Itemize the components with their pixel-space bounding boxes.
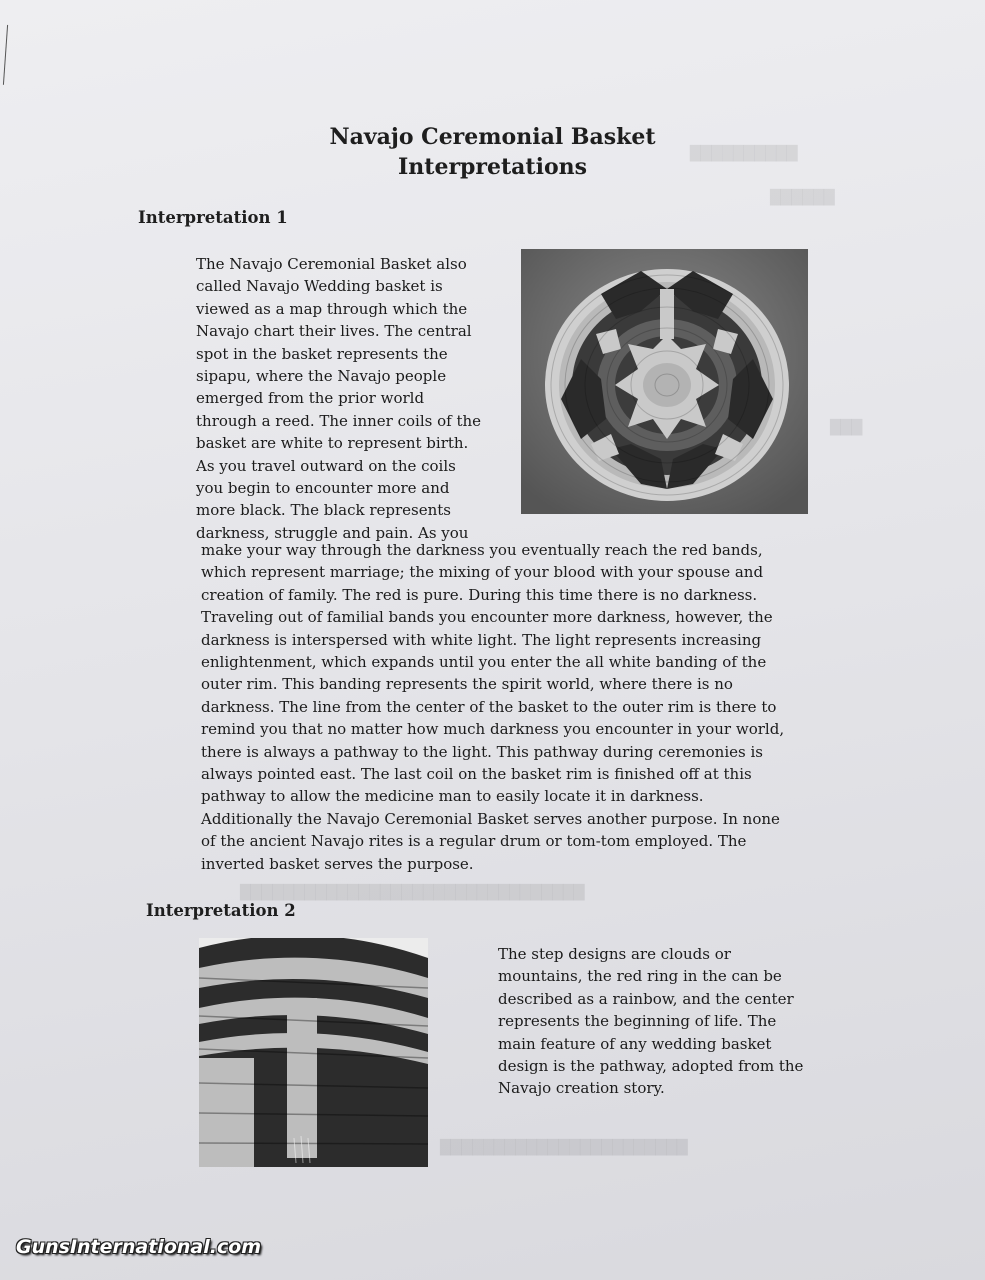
text-line: described as a rainbow, and the center xyxy=(498,989,794,1008)
text-line: you begin to encounter more and xyxy=(196,479,450,498)
text-line: creation of family. The red is pure. During this time there is no darkness. xyxy=(201,585,758,604)
text-line: pathway to allow the medicine man to easily locate it in darkness. xyxy=(201,787,704,806)
text-line: make your way through the darkness you eventually reach the red bands, xyxy=(201,541,763,559)
text-line: of the ancient Navajo rites is a regular drum or tom-tom employed. The xyxy=(201,832,747,851)
title-line-1: Navajo Ceremonial Basket xyxy=(329,124,656,150)
interpretation-2-heading: Interpretation 2 xyxy=(146,901,296,920)
text-line: through a reed. The inner coils of the xyxy=(196,411,482,430)
text-line: darkness. The line from the center of the basket to the outer rim is there to xyxy=(201,697,777,716)
paper-edge-mark xyxy=(3,25,11,85)
text-line: darkness, struggle and pain. As you xyxy=(196,523,469,542)
basket-photo xyxy=(521,249,808,514)
text-line: main feature of any wedding basket xyxy=(498,1034,772,1053)
text-line: called Navajo Wedding basket is xyxy=(196,277,443,296)
text-line: always pointed east. The last coil on the basket rim is finished off at this xyxy=(201,765,752,784)
basket-closeup-photo xyxy=(199,938,428,1167)
text-line: sipapu, where the Navajo people xyxy=(196,367,447,386)
interpretation-2-text xyxy=(498,943,833,1100)
text-line: remind you that no matter how much darkness you encounter in your world, xyxy=(201,720,785,739)
text-line: represents the beginning of life. The xyxy=(498,1012,777,1031)
interpretation-1-full-text xyxy=(201,539,841,875)
text-line: more black. The black represents xyxy=(196,501,452,520)
text-line: enlightenment, which expands until you enter the all white banding of the xyxy=(201,653,767,672)
text-line: As you travel outward on the coils xyxy=(196,456,456,475)
text-line: design is the pathway, adopted from the xyxy=(498,1057,804,1076)
text-line: basket are white to represent birth. xyxy=(196,434,469,453)
text-line: Navajo chart their lives. The central xyxy=(196,322,472,341)
text-line: spot in the basket represents the xyxy=(196,344,448,363)
interpretation-1-wrapped-text xyxy=(196,253,514,544)
text-line: emerged from the prior world xyxy=(196,389,425,408)
watermark-logo: GunsInternational.com xyxy=(16,1236,262,1258)
text-line: The step designs are clouds or xyxy=(498,945,731,963)
text-line: which represent marriage; the mixing of your blood with your spouse and xyxy=(201,563,764,582)
text-line: Additionally the Navajo Ceremonial Basket serves another purpose. In none xyxy=(201,809,780,828)
text-line: viewed as a map through which the xyxy=(196,299,468,318)
basket-illustration xyxy=(521,249,808,514)
text-line: mountains, the red ring in the can be xyxy=(498,967,782,986)
text-line: Navajo creation story. xyxy=(498,1079,665,1098)
text-line: Traveling out of familial bands you encounter more darkness, however, the xyxy=(201,608,773,627)
text-line: outer rim. This banding represents the spirit world, where there is no xyxy=(201,675,733,694)
text-line: inverted basket serves the purpose. xyxy=(201,854,474,873)
title-line-2: Interpretations xyxy=(398,154,587,180)
document-title xyxy=(0,122,985,182)
text-line: darkness is interspersed with white light. The light represents increasing xyxy=(201,630,762,649)
interpretation-1-heading: Interpretation 1 xyxy=(138,208,288,227)
text-line: The Navajo Ceremonial Basket also xyxy=(196,255,467,273)
text-line: there is always a pathway to the light. This pathway during ceremonies is xyxy=(201,742,763,761)
basket-weave-illustration xyxy=(199,938,428,1167)
